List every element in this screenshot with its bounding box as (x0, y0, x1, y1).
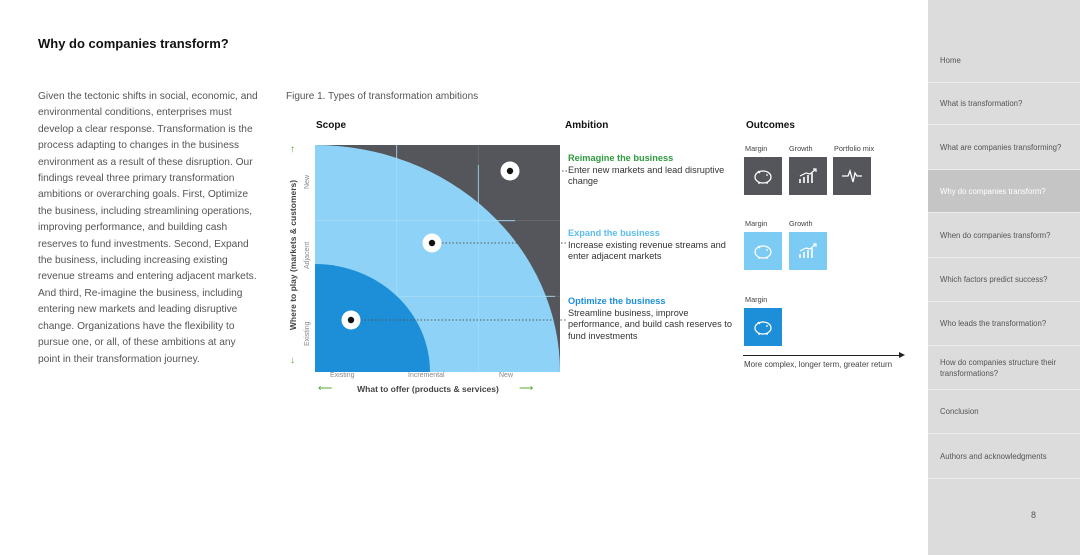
x-tick-existing: Existing (330, 372, 355, 379)
sidebar-item-what-are-companies-transforming[interactable]: What are companies transforming? (928, 125, 1080, 170)
ambition-optimize-title: Optimize the business (568, 296, 666, 306)
outcome-label: Growth (789, 219, 813, 228)
sidebar-item-authors[interactable]: Authors and acknowledgments (928, 434, 1080, 479)
scope-heading: Scope (316, 120, 347, 131)
ambition-expand-title: Expand the business (568, 228, 660, 238)
y-tick-new: New (304, 174, 311, 189)
ambition-optimize-desc: Streamline business, improve performance, and build cash reserves to fund investments (568, 307, 732, 341)
ambition-reimagine-desc: Enter new markets and lead disruptive change (568, 164, 725, 186)
x-axis-title: What to offer (products & services) (357, 384, 499, 394)
complexity-arrow-head (899, 352, 905, 358)
complexity-arrow-line (743, 355, 903, 356)
outcome-label: Growth (789, 144, 813, 153)
y-tick-adjacent: Adjacent (304, 241, 311, 269)
sidebar-item-conclusion[interactable]: Conclusion (928, 390, 1080, 434)
margin-piggy-icon (744, 308, 782, 346)
ambition-expand (568, 228, 738, 263)
y-arrow-up: ↑ (290, 144, 295, 155)
y-axis-title: Where to play (markets & customers) (288, 179, 298, 331)
page-number: 8 (1031, 510, 1037, 520)
x-tick-incremental: Incremental (408, 372, 445, 379)
x-tick-new: New (499, 372, 514, 379)
outcome-label: Margin (745, 295, 768, 304)
leader-lines (315, 145, 570, 372)
ambition-reimagine-title: Reimagine the business (568, 153, 674, 163)
growth-chart-icon (789, 157, 827, 195)
x-arrow-left: ⟵ (318, 383, 333, 394)
x-arrow-right: ⟶ (519, 383, 534, 394)
figure-caption: Figure 1. Types of transformation ambitions (286, 91, 479, 102)
sidebar-nav (928, 0, 1080, 555)
body-text: Given the tectonic shifts in social, economic, and environmental conditions, enterprises must develop a clear response. Transformation is the process adapting to changes in the business environment as a result of these disruption. Our findings reveal three primary transformation ambitions or overarching goals. First, Optimize the business, including streamlining operations, improving performance, and building cash reserves to fund investments. Second, Expand the business, including increasing existing revenue streams and entering adjacent markets. And third, Re-imagine the business, including entering new markets and leading disruptive change. Organizations have the flexibility to pursue one, or all, of these ambitions at any point in their transformation journey. (38, 91, 258, 365)
margin-piggy-icon (744, 232, 782, 270)
page-title: Why do companies transform? (38, 36, 229, 51)
sidebar-item-what-is-transformation[interactable]: What is transformation? (928, 83, 1080, 125)
ambition-expand-desc: Increase existing revenue streams and enter adjacent markets (568, 239, 726, 261)
sidebar-item-which-factors-predict-success[interactable]: Which factors predict success? (928, 258, 1080, 302)
ambition-heading: Ambition (565, 120, 609, 131)
sidebar-item-how-do-companies-structure[interactable]: How do companies structure their transformations? (928, 346, 1080, 390)
growth-chart-icon (789, 232, 827, 270)
ambition-optimize (568, 296, 738, 342)
y-arrow-down: ↓ (290, 355, 295, 366)
outcome-label: Margin (745, 219, 768, 228)
margin-piggy-icon (744, 157, 782, 195)
complexity-label: More complex, longer term, greater return (744, 360, 893, 369)
ambition-reimagine (568, 153, 738, 188)
sidebar-item-when-do-companies-transform[interactable]: When do companies transform? (928, 213, 1080, 258)
sidebar-item-why-do-companies-transform[interactable]: Why do companies transform? (928, 170, 1080, 213)
portfolio-mix-pulse-icon (833, 157, 871, 195)
sidebar-item-who-leads-the-transformation[interactable]: Who leads the transformation? (928, 302, 1080, 346)
outcomes-heading: Outcomes (746, 120, 795, 131)
sidebar-item-home[interactable]: Home (928, 38, 1080, 83)
outcome-label: Portfolio mix (834, 144, 875, 153)
outcome-label: Margin (745, 144, 768, 153)
y-tick-existing: Existing (304, 321, 311, 346)
